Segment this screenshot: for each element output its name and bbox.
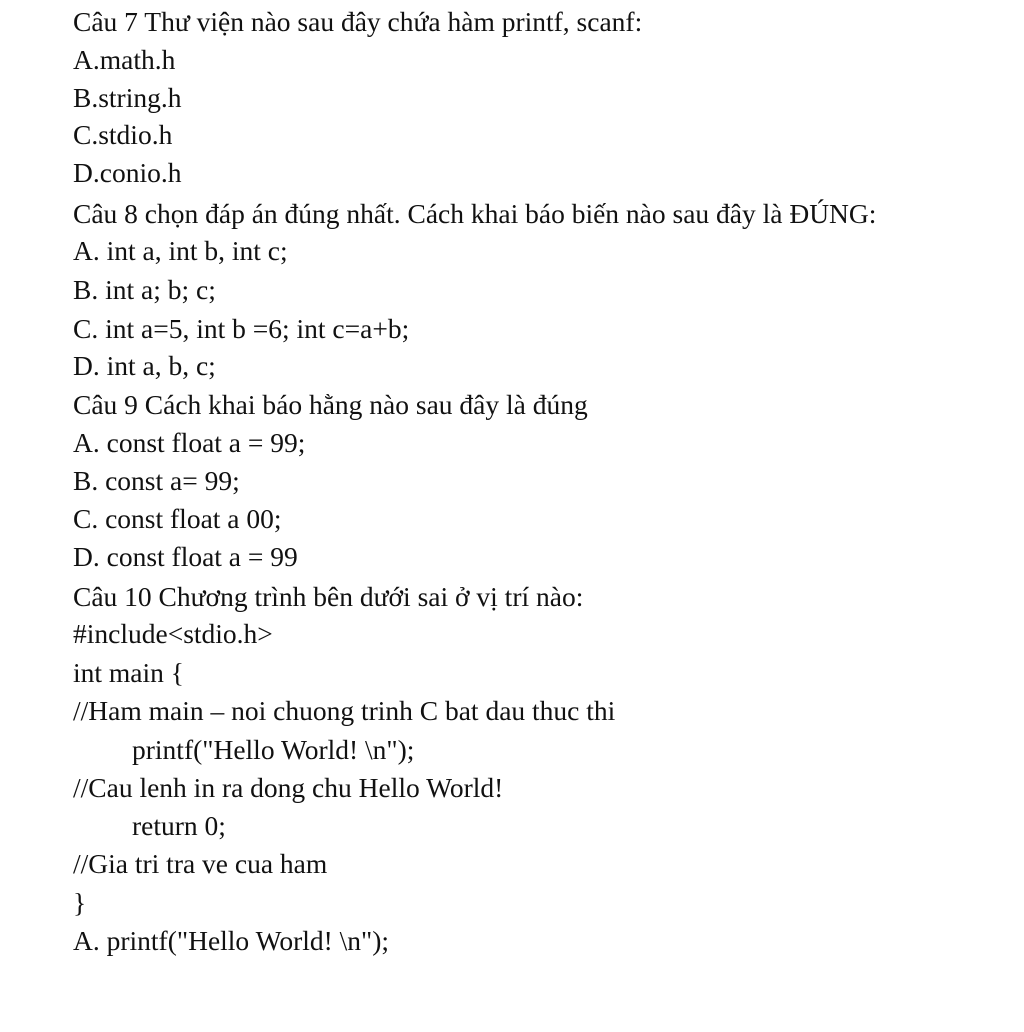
question-8-text: Câu 8 chọn đáp án đúng nhất. Cách khai báo biến nào sau đây là ĐÚNG: bbox=[73, 198, 877, 229]
code-line-closing-brace: } bbox=[73, 887, 87, 918]
question-8-option-d: D. int a, b, c; bbox=[73, 350, 216, 381]
question-7-option-c: C.stdio.h bbox=[73, 119, 173, 150]
code-line-include: #include<stdio.h> bbox=[73, 618, 273, 649]
question-8-option-a: A. int a, int b, int c; bbox=[73, 235, 288, 266]
question-9-option-c: C. const float a 00; bbox=[73, 503, 282, 534]
question-7-option-a: A.math.h bbox=[73, 44, 176, 75]
question-7-text: Câu 7 Thư viện nào sau đây chứa hàm printf, scanf: bbox=[73, 6, 643, 37]
code-line-printf: printf("Hello World! \n"); bbox=[132, 734, 415, 765]
question-8-option-c: C. int a=5, int b =6; int c=a+b; bbox=[73, 313, 410, 344]
question-9-option-a: A. const float a = 99; bbox=[73, 427, 306, 458]
question-10-text: Câu 10 Chương trình bên dưới sai ở vị trí nào: bbox=[73, 581, 584, 612]
code-line-comment-return: //Gia tri tra ve cua ham bbox=[73, 848, 328, 879]
question-10-option-a: A. printf("Hello World! \n"); bbox=[73, 925, 390, 956]
question-9-text: Câu 9 Cách khai báo hằng nào sau đây là đúng bbox=[73, 389, 588, 420]
question-7-option-d: D.conio.h bbox=[73, 157, 182, 188]
code-line-comment-main: //Ham main – noi chuong trinh C bat dau thuc thi bbox=[73, 695, 616, 726]
code-line-return: return 0; bbox=[132, 810, 226, 841]
question-8-option-b: B. int a; b; c; bbox=[73, 274, 216, 305]
question-7-option-b: B.string.h bbox=[73, 82, 182, 113]
question-9-option-b: B. const a= 99; bbox=[73, 465, 240, 496]
code-line-comment-printf: //Cau lenh in ra dong chu Hello World! bbox=[73, 772, 504, 803]
code-line-main: int main { bbox=[73, 657, 184, 688]
question-9-option-d: D. const float a = 99 bbox=[73, 541, 298, 572]
